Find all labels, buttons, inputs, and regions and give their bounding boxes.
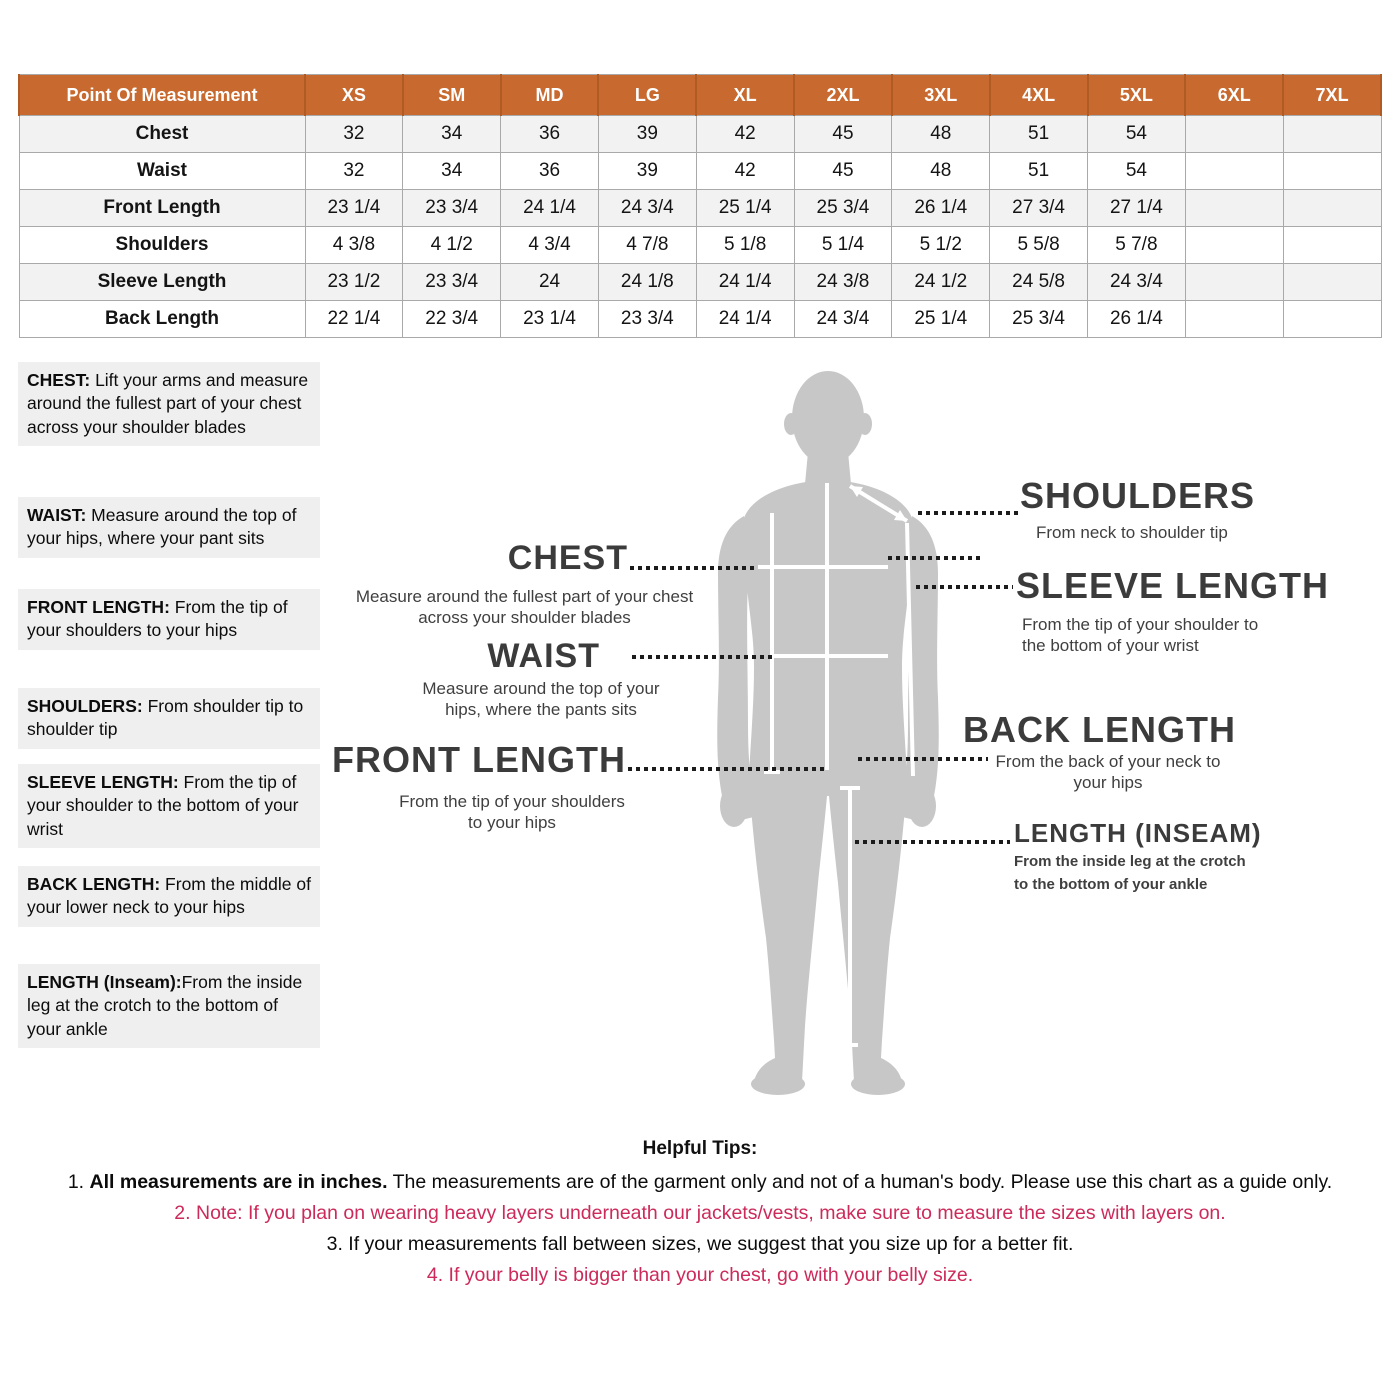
size-value-cell: 25 1/4 bbox=[696, 190, 794, 227]
size-value-cell: 36 bbox=[501, 153, 599, 190]
tip-item: 1. All measurements are in inches. The measurements are of the garment only and not of a human's body. Please use this chart as a guide only. bbox=[67, 1171, 1333, 1193]
size-value-cell: 24 bbox=[501, 264, 599, 301]
size-value-cell: 4 3/8 bbox=[305, 227, 403, 264]
measurement-description-block: FRONT LENGTH: From the tip of your shoulders to your hips bbox=[18, 589, 320, 650]
size-value-cell: 39 bbox=[598, 153, 696, 190]
size-value-cell: 24 3/4 bbox=[598, 190, 696, 227]
inseam-diagram-label: LENGTH (INSEAM) bbox=[1014, 818, 1262, 848]
measurement-row-label: Chest bbox=[19, 116, 305, 153]
size-value-cell: 32 bbox=[305, 153, 403, 190]
size-value-cell: 5 1/2 bbox=[892, 227, 990, 264]
size-value-cell: 24 5/8 bbox=[990, 264, 1088, 301]
chest-diagram-sub: Measure around the fullest part of your chest across your shoulder blades bbox=[355, 587, 694, 628]
shoulders-diagram-sub: From neck to shoulder tip bbox=[1036, 523, 1228, 542]
size-value-cell: 23 3/4 bbox=[598, 301, 696, 338]
size-value-cell: 24 3/8 bbox=[794, 264, 892, 301]
size-value-cell: 24 1/2 bbox=[892, 264, 990, 301]
size-value-cell: 24 1/4 bbox=[696, 264, 794, 301]
table-row bbox=[19, 153, 1381, 190]
measurement-row-label: Waist bbox=[19, 153, 305, 190]
description-label: SHOULDERS: bbox=[27, 696, 143, 716]
size-value-cell: 48 bbox=[892, 116, 990, 153]
size-value-cell: 45 bbox=[794, 116, 892, 153]
waist-diagram-label: WAIST bbox=[487, 637, 600, 675]
size-value-cell: 54 bbox=[1088, 153, 1186, 190]
size-value-cell bbox=[1283, 190, 1381, 227]
size-value-cell: 25 3/4 bbox=[794, 190, 892, 227]
size-value-cell bbox=[1185, 301, 1283, 338]
size-value-cell: 48 bbox=[892, 153, 990, 190]
size-value-cell: 27 1/4 bbox=[1088, 190, 1186, 227]
shoulders-leader-dots bbox=[918, 511, 1018, 515]
sleeve-leader-dots-short bbox=[888, 556, 982, 560]
description-label: WAIST: bbox=[27, 505, 87, 525]
size-value-cell: 27 3/4 bbox=[990, 190, 1088, 227]
helpful-tips-section bbox=[0, 1138, 1400, 1295]
size-value-cell: 24 3/4 bbox=[794, 301, 892, 338]
size-value-cell: 5 1/4 bbox=[794, 227, 892, 264]
waist-diagram-sub: Measure around the top of your hips, where the pants sits bbox=[422, 679, 660, 720]
size-column-header: LG bbox=[598, 75, 696, 116]
size-value-cell: 39 bbox=[598, 116, 696, 153]
size-column-header: MD bbox=[501, 75, 599, 116]
description-label: SLEEVE LENGTH: bbox=[27, 772, 179, 792]
size-value-cell: 24 1/4 bbox=[501, 190, 599, 227]
size-chart-body bbox=[19, 116, 1381, 338]
size-column-header: 4XL bbox=[990, 75, 1088, 116]
size-value-cell: 26 1/4 bbox=[1088, 301, 1186, 338]
sleeve-leader-dots bbox=[916, 585, 1013, 589]
tips-title: Helpful Tips: bbox=[642, 1138, 758, 1159]
tips-list bbox=[0, 1171, 1400, 1287]
front-length-leader-dots bbox=[628, 767, 826, 771]
size-value-cell: 5 1/8 bbox=[696, 227, 794, 264]
table-row bbox=[19, 264, 1381, 301]
chest-diagram-label: CHEST bbox=[507, 539, 628, 577]
size-value-cell: 23 3/4 bbox=[403, 190, 501, 227]
size-value-cell: 24 3/4 bbox=[1088, 264, 1186, 301]
measurement-row-label: Back Length bbox=[19, 301, 305, 338]
size-value-cell: 5 5/8 bbox=[990, 227, 1088, 264]
back-length-diagram-label: BACK LENGTH bbox=[963, 709, 1236, 750]
tip-item: 4. If your belly is bigger than your chest, go with your belly size. bbox=[426, 1264, 974, 1286]
table-row bbox=[19, 227, 1381, 264]
size-value-cell: 4 7/8 bbox=[598, 227, 696, 264]
size-value-cell bbox=[1185, 190, 1283, 227]
body-silhouette-diagram bbox=[680, 368, 980, 1108]
tip-item: 2. Note: If you plan on wearing heavy layers underneath our jackets/vests, make sure to measure the sizes with layers on. bbox=[174, 1202, 1226, 1224]
description-label: CHEST: bbox=[27, 370, 91, 390]
size-value-cell: 51 bbox=[990, 116, 1088, 153]
size-value-cell: 24 1/8 bbox=[598, 264, 696, 301]
size-value-cell: 23 1/2 bbox=[305, 264, 403, 301]
size-value-cell: 22 3/4 bbox=[403, 301, 501, 338]
size-value-cell: 42 bbox=[696, 116, 794, 153]
size-value-cell bbox=[1185, 116, 1283, 153]
size-value-cell: 54 bbox=[1088, 116, 1186, 153]
size-chart-table bbox=[18, 74, 1382, 338]
measurement-row-label: Shoulders bbox=[19, 227, 305, 264]
inseam-leader-dots bbox=[855, 840, 1010, 844]
measurement-description-block: WAIST: Measure around the top of your hips, where your pant sits bbox=[18, 497, 320, 558]
size-column-header: 5XL bbox=[1088, 75, 1186, 116]
tip-item: 3. If your measurements fall between sizes, we suggest that you size up for a better fit. bbox=[326, 1233, 1074, 1255]
sleeve-length-diagram-label: SLEEVE LENGTH bbox=[1016, 565, 1330, 606]
measurement-description-block: SLEEVE LENGTH: From the tip of your shoulder to the bottom of your wrist bbox=[18, 764, 320, 848]
front-length-diagram-sub: From the tip of your shoulders to your hips bbox=[399, 792, 625, 833]
size-value-cell: 25 3/4 bbox=[990, 301, 1088, 338]
size-value-cell: 4 3/4 bbox=[501, 227, 599, 264]
size-value-cell: 32 bbox=[305, 116, 403, 153]
measurement-row-label: Sleeve Length bbox=[19, 264, 305, 301]
table-row bbox=[19, 301, 1381, 338]
size-column-header: 7XL bbox=[1283, 75, 1381, 116]
size-value-cell: 5 7/8 bbox=[1088, 227, 1186, 264]
size-column-header: SM bbox=[403, 75, 501, 116]
size-value-cell bbox=[1185, 227, 1283, 264]
size-value-cell: 42 bbox=[696, 153, 794, 190]
back-length-diagram-sub: From the back of your neck to your hips bbox=[995, 752, 1221, 793]
table-row bbox=[19, 190, 1381, 227]
size-value-cell: 34 bbox=[403, 153, 501, 190]
size-value-cell: 23 3/4 bbox=[403, 264, 501, 301]
size-value-cell bbox=[1283, 153, 1381, 190]
size-value-cell: 23 1/4 bbox=[501, 301, 599, 338]
table-row bbox=[19, 116, 1381, 153]
size-value-cell: 34 bbox=[403, 116, 501, 153]
measurement-description-block: CHEST: Lift your arms and measure around the fullest part of your chest across your shoulder blades bbox=[18, 362, 320, 446]
size-value-cell: 26 1/4 bbox=[892, 190, 990, 227]
size-column-header: 6XL bbox=[1185, 75, 1283, 116]
description-label: FRONT LENGTH: bbox=[27, 597, 170, 617]
front-length-diagram-label: FRONT LENGTH bbox=[332, 739, 626, 780]
description-label: LENGTH (Inseam): bbox=[27, 972, 182, 992]
size-value-cell: 4 1/2 bbox=[403, 227, 501, 264]
size-value-cell bbox=[1185, 153, 1283, 190]
waist-leader-dots bbox=[632, 655, 772, 659]
measurement-row-label: Front Length bbox=[19, 190, 305, 227]
size-column-header: XL bbox=[696, 75, 794, 116]
measurement-description-block: LENGTH (Inseam):From the inside leg at the crotch to the bottom of your ankle bbox=[18, 964, 320, 1048]
chest-leader-dots bbox=[630, 566, 758, 570]
size-value-cell bbox=[1283, 264, 1381, 301]
back-length-leader-dots bbox=[858, 757, 988, 761]
size-value-cell bbox=[1185, 264, 1283, 301]
measurement-description-block: SHOULDERS: From shoulder tip to shoulder tip bbox=[18, 688, 320, 749]
size-value-cell: 45 bbox=[794, 153, 892, 190]
size-chart-header bbox=[19, 75, 1381, 116]
size-value-cell: 36 bbox=[501, 116, 599, 153]
size-value-cell: 23 1/4 bbox=[305, 190, 403, 227]
size-column-header: 2XL bbox=[794, 75, 892, 116]
size-column-header: XS bbox=[305, 75, 403, 116]
size-column-header: Point Of Measurement bbox=[19, 75, 305, 116]
size-value-cell: 22 1/4 bbox=[305, 301, 403, 338]
size-value-cell bbox=[1283, 227, 1381, 264]
size-column-header: 3XL bbox=[892, 75, 990, 116]
description-label: BACK LENGTH: bbox=[27, 874, 161, 894]
size-value-cell bbox=[1283, 301, 1381, 338]
size-value-cell: 51 bbox=[990, 153, 1088, 190]
size-value-cell: 24 1/4 bbox=[696, 301, 794, 338]
size-value-cell: 25 1/4 bbox=[892, 301, 990, 338]
size-value-cell bbox=[1283, 116, 1381, 153]
measurement-description-block: BACK LENGTH: From the middle of your lower neck to your hips bbox=[18, 866, 320, 927]
inseam-diagram-sub: From the inside leg at the crotch to the bottom of your ankle bbox=[1014, 853, 1246, 893]
sleeve-length-diagram-sub: From the tip of your shoulder to the bottom of your wrist bbox=[1022, 615, 1259, 656]
shoulders-diagram-label: SHOULDERS bbox=[1020, 475, 1256, 516]
